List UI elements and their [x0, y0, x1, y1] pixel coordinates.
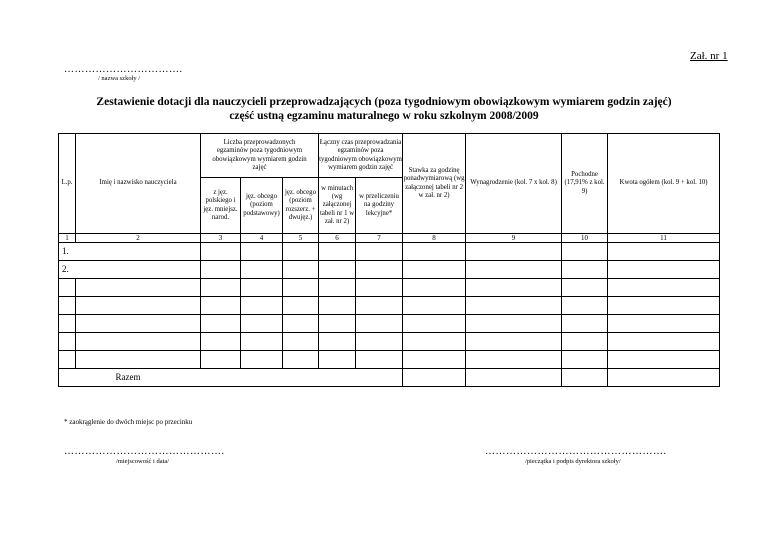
header-rate: Stawka za godzinę ponadwymiarową (wg załączonej tabeli nr 2 w zał. nr 2) [403, 134, 466, 234]
row-lp: 1. [59, 243, 201, 261]
table-cell [76, 297, 201, 315]
table-cell [403, 261, 466, 279]
table-cell [319, 261, 356, 279]
attachment-number: Zał. nr 1 [690, 50, 728, 62]
table-cell [201, 279, 241, 297]
table-cell [466, 333, 562, 351]
column-number: 3 [201, 234, 241, 243]
table-cell [608, 297, 720, 315]
table-cell [76, 333, 201, 351]
document-title-line1: Zestawienie dotacji dla nauczycieli przeprowadzających (poza tygodniowym obowiązkowym wymiarem godzin zajęć) [96, 96, 672, 108]
column-number: 4 [241, 234, 283, 243]
table-cell [241, 297, 283, 315]
table-row [59, 297, 720, 315]
table-cell [201, 243, 241, 261]
place-date-label: /miejscowość i data/ [116, 458, 170, 465]
settlement-table [58, 133, 720, 387]
table-cell [562, 279, 608, 297]
table-cell [356, 333, 403, 351]
column-number: 11 [608, 234, 720, 243]
table-cell [241, 261, 283, 279]
column-number: 2 [76, 234, 201, 243]
table-cell [319, 297, 356, 315]
table-cell [283, 351, 319, 369]
table-cell [356, 297, 403, 315]
table-cell [319, 243, 356, 261]
table-cell [562, 333, 608, 351]
table-cell [283, 243, 319, 261]
table-cell [356, 261, 403, 279]
header-derivative: Pochodne (17,91% z kol. 9) [562, 134, 608, 234]
table-cell [608, 369, 720, 387]
table-cell [241, 243, 283, 261]
table-cell [283, 261, 319, 279]
table-cell [319, 279, 356, 297]
table-cell [608, 333, 720, 351]
place-date-line: ………………………………………. [64, 446, 225, 457]
table-cell [608, 261, 720, 279]
table-cell [201, 333, 241, 351]
table-cell [608, 243, 720, 261]
table-cell [403, 279, 466, 297]
table-cell [241, 333, 283, 351]
column-number: 8 [403, 234, 466, 243]
table-cell [403, 369, 466, 387]
table-cell [319, 315, 356, 333]
table-cell [76, 279, 201, 297]
table-row [59, 315, 720, 333]
school-name-label: / nazwa szkoły / [98, 75, 141, 82]
signature-label: /pieczątka i podpis dyrektora szkoły/ [525, 458, 621, 465]
table-row [59, 351, 720, 369]
column-number: 5 [283, 234, 319, 243]
header-time-group: Łączny czas przeprowadzania egzaminów poza tygodniowym obowiązkowym wymiarem godzin zajęć [319, 134, 403, 178]
table-row [59, 279, 720, 297]
table-cell [283, 297, 319, 315]
table-cell [241, 351, 283, 369]
school-name-line: ……………………………. [64, 64, 183, 75]
table-cell [241, 315, 283, 333]
document-title-line2: część ustną egzaminu maturalnego w roku szkolnym 2008/2009 [229, 110, 539, 122]
table-cell [201, 261, 241, 279]
table-cell [76, 351, 201, 369]
total-label: Razem [76, 369, 403, 387]
table-cell [608, 279, 720, 297]
table-cell [466, 297, 562, 315]
table-cell [201, 315, 241, 333]
table-cell [562, 315, 608, 333]
table-cell [466, 261, 562, 279]
table-cell [201, 297, 241, 315]
header-teacher-name: Imię i nazwisko nauczyciela [76, 134, 201, 234]
table-cell [403, 315, 466, 333]
table-cell [356, 243, 403, 261]
rounding-footnote: * zaokrąglenie do dwóch miejsc po przecinku [64, 418, 193, 426]
table-cell [201, 351, 241, 369]
header-exam-foreign-extended: jęz. obcego (poziom rozszerz. + dwujęz.) [283, 178, 319, 234]
table-cell [562, 297, 608, 315]
row-lp [59, 279, 76, 297]
table-cell [466, 315, 562, 333]
table-cell [356, 279, 403, 297]
signature-line: ……………………………………………. [485, 446, 667, 457]
table-cell [283, 315, 319, 333]
row-lp [59, 351, 76, 369]
table-cell [241, 279, 283, 297]
table-row [59, 243, 720, 261]
header-exam-foreign-basic: jęz. obcego (poziom podstawowy) [241, 178, 283, 234]
table-cell [562, 351, 608, 369]
table-cell [403, 333, 466, 351]
table-cell [466, 351, 562, 369]
column-number: 6 [319, 234, 356, 243]
table-cell [608, 351, 720, 369]
table-cell [59, 369, 76, 387]
table-cell [562, 369, 608, 387]
table-cell [562, 243, 608, 261]
header-minutes: w minutach (wg załączonej tabeli nr 1 w zał. nr 2) [319, 178, 356, 234]
row-lp [59, 297, 76, 315]
table-cell [319, 333, 356, 351]
table-row [59, 261, 720, 279]
row-lp: 2. [59, 261, 201, 279]
row-lp [59, 315, 76, 333]
header-salary: Wynagrodzenie (kol. 7 x kol. 8) [466, 134, 562, 234]
row-lp [59, 333, 76, 351]
total-row [59, 369, 720, 387]
header-hours: w przeliczeniu na godziny lekcyjne* [356, 178, 403, 234]
column-number: 1 [59, 234, 76, 243]
table-cell [466, 369, 562, 387]
table-cell [403, 243, 466, 261]
table-cell [356, 315, 403, 333]
table-cell [608, 315, 720, 333]
table-cell [403, 351, 466, 369]
column-number: 9 [466, 234, 562, 243]
table-cell [403, 297, 466, 315]
header-lp: L.p. [59, 134, 76, 234]
column-number: 7 [356, 234, 403, 243]
header-exams-group: Liczba przeprowadzonych egzaminów poza tygodniowym obowiązkowym wymiarem godzin zajęć [201, 134, 319, 178]
header-exam-polish: z jęz. polskiego i jęz. mniejsz. narod. [201, 178, 241, 234]
table-cell [466, 279, 562, 297]
table-cell [319, 351, 356, 369]
table-cell [283, 333, 319, 351]
table-row [59, 333, 720, 351]
table-cell [356, 351, 403, 369]
table-cell [562, 261, 608, 279]
header-total: Kwota ogółem (kol. 9 + kol. 10) [608, 134, 720, 234]
table-cell [283, 279, 319, 297]
table-cell [466, 243, 562, 261]
column-number: 10 [562, 234, 608, 243]
table-cell [76, 315, 201, 333]
